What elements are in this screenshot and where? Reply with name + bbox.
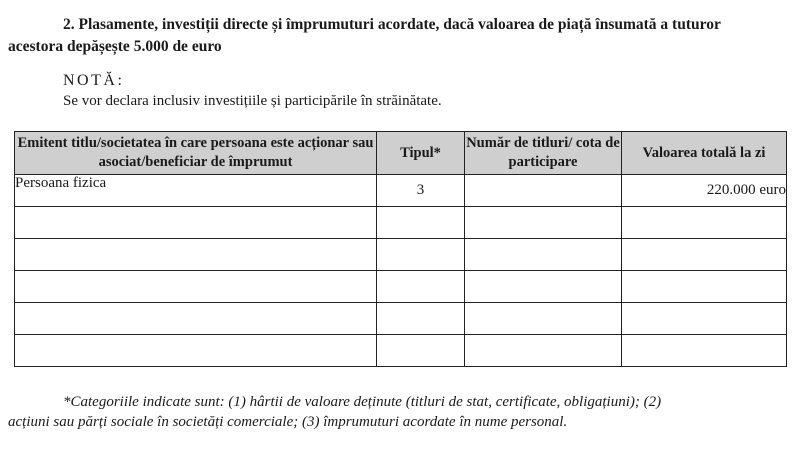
cell-issuer <box>15 239 377 271</box>
table-row <box>15 303 787 335</box>
note-text: Se vor declara inclusiv investițiile și participările în străinătate. <box>63 93 442 109</box>
table-row <box>15 271 787 303</box>
cell-total-value <box>622 335 787 367</box>
column-header-type: Tipul* <box>377 132 465 175</box>
cell-issuer <box>15 207 377 239</box>
cell-issuer <box>15 335 377 367</box>
cell-number-of-titles <box>465 335 622 367</box>
table-row <box>15 175 787 207</box>
cell-type <box>377 271 465 303</box>
column-header-number-of-titles: Număr de titluri/ cota de participare <box>465 132 622 175</box>
cell-total-value <box>622 239 787 271</box>
cell-number-of-titles <box>465 239 622 271</box>
cell-total-value <box>622 303 787 335</box>
cell-issuer <box>15 303 377 335</box>
cell-issuer <box>15 271 377 303</box>
cell-total-value <box>622 271 787 303</box>
note-title: NOTĂ: <box>63 72 125 89</box>
column-header-total-value: Valoarea totală la zi <box>622 132 787 175</box>
cell-number-of-titles <box>465 207 622 239</box>
cell-type <box>377 207 465 239</box>
cell-number-of-titles <box>465 175 622 207</box>
footnote-line-1: *Categoriile indicate sunt: (1) hârtii de valoare deținute (titluri de stat, certificate, obligațiuni); (2) <box>63 394 662 410</box>
section-heading-line-2: acestora depășește 5.000 de euro <box>8 38 222 55</box>
section-heading <box>8 14 800 58</box>
cell-total-value <box>622 207 787 239</box>
column-header-issuer: Emitent titlu/societatea în care persoana este acționar sau asociat/beneficiar de împrumut <box>15 132 377 175</box>
table-row <box>15 239 787 271</box>
section-heading-line-1: 2. Plasamente, investiții directe și împrumuturi acordate, dacă valoarea de piață însumată a tuturor <box>63 16 721 33</box>
cell-number-of-titles <box>465 271 622 303</box>
table-row <box>15 207 787 239</box>
table-header-row <box>15 132 787 175</box>
cell-issuer: Persoana fizica <box>15 175 377 207</box>
cell-total-value: 220.000 euro <box>622 175 787 207</box>
cell-type <box>377 239 465 271</box>
cell-type <box>377 303 465 335</box>
cell-type <box>377 335 465 367</box>
investments-table <box>14 131 787 367</box>
footnote <box>8 392 788 432</box>
footnote-line-2: acțiuni sau părți sociale în societăți comerciale; (3) împrumuturi acordate în nume personal. <box>8 414 568 430</box>
cell-type: 3 <box>377 175 465 207</box>
table-row <box>15 335 787 367</box>
cell-number-of-titles <box>465 303 622 335</box>
